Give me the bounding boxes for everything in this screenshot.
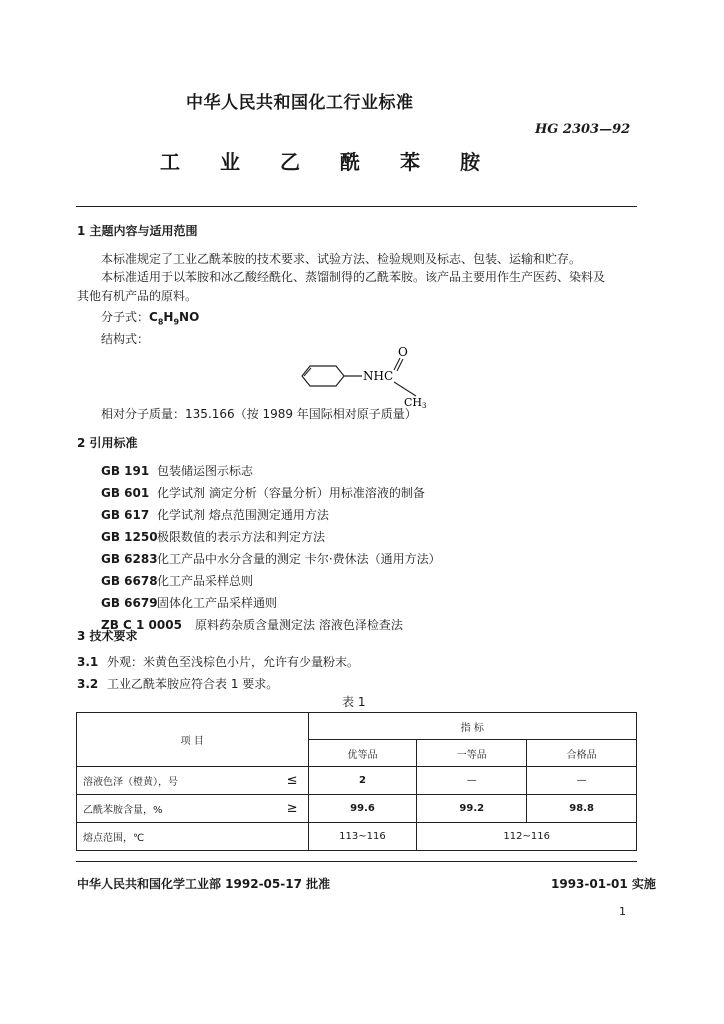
ref-title: 化学试剂 滴定分析（容量分析）用标准溶液的制备 xyxy=(157,486,425,500)
header-index: 指 标 xyxy=(308,713,636,740)
section-3-heading: 3 技术要求 xyxy=(77,629,138,643)
row-item xyxy=(77,767,309,795)
title-char: 胺 xyxy=(460,150,480,174)
requirement-3-1 xyxy=(77,653,359,670)
ref-code: GB 601 xyxy=(101,486,150,500)
ref-code: GB 6679 xyxy=(101,596,158,610)
header-item: 项 目 xyxy=(77,713,309,767)
methyl-bond xyxy=(394,382,416,396)
ref-item xyxy=(101,550,441,567)
ref-item xyxy=(101,594,277,611)
requirement-num: 3.2 xyxy=(77,677,99,691)
standard-code: HG 2303—92 xyxy=(535,122,631,137)
molecular-formula xyxy=(101,308,199,326)
ref-title: 包装储运图示标志 xyxy=(157,464,254,478)
table-caption: 表 1 xyxy=(342,695,366,709)
table-row xyxy=(77,767,637,795)
requirement-text: 工业乙酰苯胺应符合表 1 要求。 xyxy=(107,677,279,691)
struct-nhc: NHC xyxy=(363,369,394,383)
title-char: 苯 xyxy=(400,150,420,174)
ref-title: 化工产品中水分含量的测定 卡尔·费休法（通用方法） xyxy=(157,552,441,566)
document-title xyxy=(160,146,520,175)
title-char: 乙 xyxy=(280,150,300,174)
row-label: 乙酰苯胺含量，% xyxy=(83,805,163,816)
formula-label: 分子式： xyxy=(101,310,150,324)
ref-code: GB 617 xyxy=(101,508,150,522)
ref-title: 极限数值的表示方法和判定方法 xyxy=(157,530,326,544)
ref-title: 化工产品采样总则 xyxy=(157,574,254,588)
section-1-para-2a: 本标准适用于以苯胺和冰乙酸经酰化、蒸馏制得的乙酰苯胺。该产品主要用作生产医药、染料及 xyxy=(101,270,606,284)
ref-title: 化学试剂 熔点范围测定通用方法 xyxy=(157,508,329,522)
section-2-heading: 2 引用标准 xyxy=(77,436,138,450)
table-row xyxy=(77,795,637,823)
ref-item xyxy=(101,484,425,501)
ref-item xyxy=(101,572,253,589)
cell-value: 99.6 xyxy=(308,795,417,823)
cell-value: 98.8 xyxy=(527,795,637,823)
carbonyl-bond-2 xyxy=(397,359,403,371)
requirement-text: 外观：米黄色至浅棕色小片，允许有少量粉末。 xyxy=(107,655,360,669)
less-equal-symbol: ≤ xyxy=(286,773,298,788)
requirement-3-2 xyxy=(77,675,278,692)
ref-code: GB 191 xyxy=(101,464,150,478)
ref-code: ZB C 1 0005 xyxy=(101,618,182,632)
greater-equal-symbol: ≥ xyxy=(286,801,298,816)
table-1 xyxy=(76,712,637,851)
section-1-heading: 1 主题内容与适用范围 xyxy=(77,224,198,238)
formula-h: H xyxy=(163,310,174,324)
page-number: 1 xyxy=(619,905,626,918)
top-divider xyxy=(76,206,637,207)
title-char: 工 xyxy=(160,150,180,174)
section-1-para-2b: 其他有机产品的原料。 xyxy=(77,289,198,303)
row-item xyxy=(77,823,309,851)
ref-code: GB 6678 xyxy=(101,574,158,588)
row-item xyxy=(77,795,309,823)
title-char: 业 xyxy=(220,150,240,174)
carbonyl-bond xyxy=(394,358,400,370)
molecular-mass: 相对分子质量：135.166（按 1989 年国际相对原子质量） xyxy=(101,407,417,421)
section-1-para-1: 本标准规定了工业乙酰苯胺的技术要求、试验方法、检验规则及标志、包装、运输和贮存。 xyxy=(101,252,582,266)
cell-value: 99.2 xyxy=(417,795,527,823)
grade-first: 一等品 xyxy=(417,740,527,767)
struct-ch-text: CH xyxy=(404,396,423,409)
row-label: 溶液色泽（橙黄），号 xyxy=(83,777,178,788)
formula-c-sub: 8 xyxy=(157,317,164,327)
structural-formula-diagram xyxy=(290,344,430,410)
bottom-divider xyxy=(76,861,637,862)
cell-value: 112~116 xyxy=(417,823,637,851)
row-label: 熔点范围，℃ xyxy=(83,833,145,844)
ref-title: 固体化工产品采样通则 xyxy=(157,596,278,610)
formula-rest: NO xyxy=(179,310,200,324)
ref-item xyxy=(101,506,329,523)
struct-o: O xyxy=(398,345,408,359)
cell-value: 113~116 xyxy=(308,823,417,851)
ref-item xyxy=(101,616,403,633)
grade-qualified: 合格品 xyxy=(527,740,637,767)
approval-line: 中华人民共和国化学工业部 1992-05-17 批准 xyxy=(77,877,331,891)
grade-superior: 优等品 xyxy=(308,740,417,767)
table-row xyxy=(77,823,637,851)
ref-item xyxy=(101,462,253,479)
struct-ch-sub: 3 xyxy=(422,402,427,410)
cell-value: — xyxy=(417,767,527,795)
structure-label: 结构式： xyxy=(101,332,150,346)
cell-value: 2 xyxy=(308,767,417,795)
formula-c: C xyxy=(149,310,158,324)
ministry-heading: 中华人民共和国化工行业标准 xyxy=(186,93,414,113)
benzene-ring xyxy=(302,366,344,386)
implementation-date: 1993-01-01 实施 xyxy=(551,877,656,891)
ref-code: GB 6283 xyxy=(101,552,158,566)
requirement-num: 3.1 xyxy=(77,655,99,669)
ref-item xyxy=(101,528,325,545)
formula-h-sub: 9 xyxy=(173,317,180,327)
cell-value: — xyxy=(527,767,637,795)
ref-title: 原料药杂质含量测定法 溶液色泽检查法 xyxy=(195,618,403,632)
ref-code: GB 1250 xyxy=(101,530,158,544)
title-char: 酰 xyxy=(340,150,360,174)
